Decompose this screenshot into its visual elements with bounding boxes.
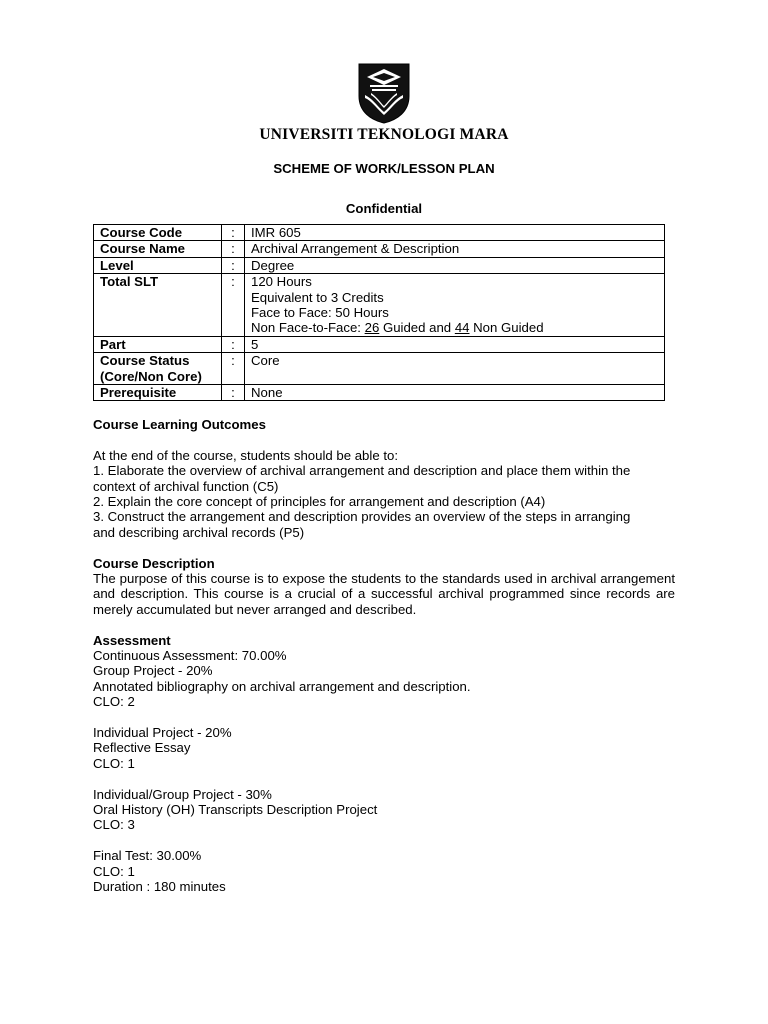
- slt-face-to-face: Face to Face: 50 Hours: [251, 305, 389, 321]
- course-code-label: Course Code: [94, 225, 222, 241]
- clo-item-1-line2: context of archival function (C5): [93, 478, 279, 494]
- non-guided-hours: 44: [454, 320, 470, 336]
- row-course-code: [94, 225, 665, 241]
- clo-intro: At the end of the course, students should be able to:: [93, 447, 398, 463]
- guided-text: Guided and: [379, 320, 455, 336]
- total-slt-value: [245, 274, 665, 337]
- separator: :: [222, 274, 245, 337]
- university-name: UNIVERSITI TEKNOLOGI MARA: [259, 126, 509, 143]
- prerequisite-label: Prerequisite: [94, 385, 222, 401]
- course-name-value: Archival Arrangement & Description: [245, 241, 665, 257]
- non-guided-text: Non Guided: [469, 320, 544, 336]
- slt-hours: 120 Hours: [251, 274, 312, 290]
- separator: :: [222, 241, 245, 257]
- group-project: Group Project - 20%: [93, 663, 213, 679]
- course-status-label-line2: (Core/Non Core): [100, 368, 202, 384]
- clo-item-3-line2: and describing archival records (P5): [93, 524, 305, 540]
- guided-hours: 26: [364, 320, 380, 336]
- individual-group-project-clo: CLO: 3: [93, 817, 135, 833]
- level-label: Level: [94, 257, 222, 273]
- row-prerequisite: [94, 385, 665, 401]
- slt-credits: Equivalent to 3 Credits: [251, 289, 384, 305]
- part-value: 5: [245, 336, 665, 352]
- prerequisite-value: None: [245, 385, 665, 401]
- clo-item-1-line1: 1. Elaborate the overview of archival arrangement and description and place them within the: [93, 463, 631, 479]
- document-body: [93, 417, 675, 895]
- course-code-value: IMR 605: [245, 225, 665, 241]
- document-title: SCHEME OF WORK/LESSON PLAN: [273, 161, 495, 176]
- university-logo: [357, 62, 411, 124]
- clo-item-2: 2. Explain the core concept of principles for arrangement and description (A4): [93, 494, 546, 510]
- final-test-clo: CLO: 1: [93, 863, 135, 879]
- nf2f-prefix: Non Face-to-Face:: [251, 320, 365, 336]
- individual-project: Individual Project - 20%: [93, 725, 232, 741]
- individual-project-desc: Reflective Essay: [93, 740, 191, 756]
- slt-non-face-to-face: [251, 320, 664, 335]
- course-info-table: [93, 224, 665, 401]
- confidential-label: Confidential: [345, 201, 423, 216]
- row-part: [94, 336, 665, 352]
- individual-group-project: Individual/Group Project - 30%: [93, 786, 272, 802]
- course-status-value: Core: [245, 353, 665, 385]
- separator: :: [222, 353, 245, 385]
- row-total-slt: [94, 274, 665, 337]
- level-value: Degree: [245, 257, 665, 273]
- continuous-assessment: Continuous Assessment: 70.00%: [93, 648, 287, 664]
- course-status-label-line1: Course Status: [100, 353, 190, 369]
- row-course-status: [94, 353, 665, 385]
- description-heading: Course Description: [93, 555, 215, 571]
- total-slt-label: Total SLT: [94, 274, 222, 337]
- group-project-clo: CLO: 2: [93, 694, 135, 710]
- separator: :: [222, 385, 245, 401]
- group-project-desc: Annotated bibliography on archival arrangement and description.: [93, 678, 471, 694]
- assessment-heading: Assessment: [93, 632, 171, 648]
- separator: :: [222, 336, 245, 352]
- separator: :: [222, 225, 245, 241]
- course-name-label: Course Name: [94, 241, 222, 257]
- individual-project-clo: CLO: 1: [93, 755, 135, 771]
- final-test-duration: Duration : 180 minutes: [93, 879, 226, 895]
- row-level: [94, 257, 665, 273]
- part-label: Part: [94, 336, 222, 352]
- course-status-label: [94, 353, 222, 385]
- description-text: The purpose of this course is to expose the students to the standards used in archival arrangement and description. This course is a crucial of a successful archival programmed since records are merely accumulated but never arranged and described.: [93, 571, 675, 617]
- clo-item-3-line1: 3. Construct the arrangement and description provides an overview of the steps in arranging: [93, 509, 631, 525]
- row-course-name: [94, 241, 665, 257]
- clo-heading: Course Learning Outcomes: [93, 417, 266, 432]
- final-test: Final Test: 30.00%: [93, 848, 202, 864]
- individual-group-project-desc: Oral History (OH) Transcripts Description Project: [93, 802, 378, 818]
- separator: :: [222, 257, 245, 273]
